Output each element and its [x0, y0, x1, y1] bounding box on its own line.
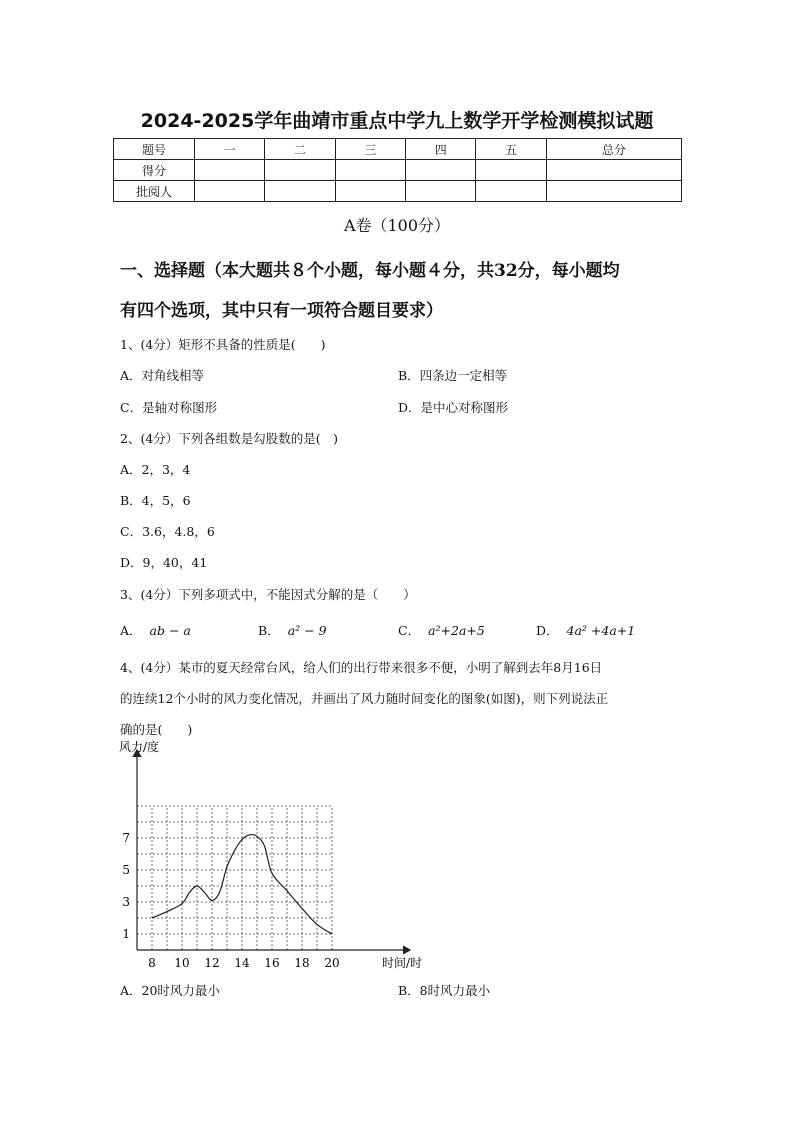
score-cell — [406, 160, 476, 181]
option-letter: A． — [120, 623, 142, 638]
x-tick-label: 14 — [234, 956, 250, 970]
x-axis-label: 时间/时 — [382, 956, 423, 970]
y-tick-labels — [122, 831, 130, 941]
question-2-option-c: C．3.6，4.8，6 — [120, 524, 215, 539]
score-table-row — [114, 160, 682, 181]
x-tick-labels — [148, 956, 339, 970]
score-row-label: 批阅人 — [114, 181, 195, 202]
x-tick-label: 12 — [204, 956, 220, 970]
score-row-label: 得分 — [114, 160, 195, 181]
score-cell — [476, 160, 546, 181]
y-tick-label: 1 — [122, 927, 130, 941]
exam-title: 2024-2025学年曲靖市重点中学九上数学开学检测模拟试题 — [140, 110, 654, 132]
question-2-option-a: A．2，3，4 — [120, 462, 191, 477]
x-tick-label: 10 — [174, 956, 190, 970]
question-1-option-a: A．对角线相等 — [120, 368, 205, 383]
question-4-stem-line2: 的连续12个小时的风力变化情况，并画出了风力随时间变化的图象(如图)，则下列说法正 — [120, 691, 609, 706]
x-tick-label: 16 — [264, 956, 280, 970]
score-cell — [406, 181, 476, 202]
question-1-option-b: B．四条边一定相等 — [398, 368, 508, 383]
chart-grid — [137, 806, 332, 950]
score-header-cell: 三 — [335, 139, 405, 160]
section-heading-line1: 一、选择题（本大题共８个小题，每小题４分，共32分，每小题均 — [120, 261, 620, 281]
score-cell — [546, 160, 681, 181]
question-4-stem-line1: 4、(4分）某市的夏天经常台风，给人们的出行带来很多不便，小明了解到去年8月16日 — [120, 660, 603, 675]
score-header-cell: 题号 — [114, 139, 195, 160]
question-3-option-b — [258, 621, 327, 639]
y-tick-label: 7 — [122, 831, 130, 845]
score-table-header-row — [114, 139, 682, 160]
score-cell — [195, 181, 265, 202]
score-header-cell: 总分 — [546, 139, 681, 160]
question-2-stem: 2、(4分）下列各组数是勾股数的是( ) — [120, 431, 339, 446]
question-2-option-b: B．4，5，6 — [120, 493, 191, 508]
x-tick-label: 18 — [294, 956, 310, 970]
y-axis-label: 风力/度 — [119, 740, 160, 754]
score-cell — [265, 181, 335, 202]
score-cell — [195, 160, 265, 181]
question-4-option-b: B．8时风力最小 — [398, 983, 491, 998]
score-header-cell: 五 — [476, 139, 546, 160]
question-3-option-d — [536, 621, 635, 639]
wind-force-chart — [110, 738, 440, 976]
y-tick-label: 3 — [122, 895, 130, 909]
question-1-option-d: D．是中心对称图形 — [398, 400, 509, 415]
score-table — [113, 138, 682, 202]
question-1-option-c: C．是轴对称图形 — [120, 400, 218, 415]
score-table-row — [114, 181, 682, 202]
x-tick-label: 20 — [324, 956, 340, 970]
section-heading-line2: 有四个选项，其中只有一项符合题目要求） — [120, 301, 443, 321]
option-expression: a²+2a+5 — [428, 623, 485, 638]
question-3-option-c — [398, 621, 485, 639]
question-1-stem: 1、(4分）矩形不具备的性质是( ) — [120, 337, 326, 352]
question-2-option-d: D．9，40，41 — [120, 555, 208, 570]
option-expression: ab − a — [149, 623, 191, 638]
option-letter: B． — [258, 623, 280, 638]
score-cell — [335, 181, 405, 202]
score-cell — [265, 160, 335, 181]
option-expression: a² − 9 — [287, 623, 327, 638]
score-header-cell: 一 — [195, 139, 265, 160]
score-cell — [476, 181, 546, 202]
question-4-option-a: A．20时风力最小 — [120, 983, 220, 998]
option-letter: C． — [398, 623, 421, 638]
score-header-cell: 四 — [406, 139, 476, 160]
score-cell — [546, 181, 681, 202]
score-header-cell: 二 — [265, 139, 335, 160]
option-expression: 4a² +4a+1 — [566, 623, 636, 638]
question-4-stem-line3: 确的是( ) — [120, 722, 193, 737]
x-tick-label: 8 — [148, 956, 156, 970]
question-3-stem: 3、(4分）下列多项式中，不能因式分解的是（ ） — [120, 587, 416, 602]
question-3-option-a — [120, 621, 191, 639]
y-tick-label: 5 — [122, 863, 130, 877]
volume-label: A卷（100分） — [343, 216, 451, 235]
score-cell — [335, 160, 405, 181]
option-letter: D． — [536, 623, 559, 638]
